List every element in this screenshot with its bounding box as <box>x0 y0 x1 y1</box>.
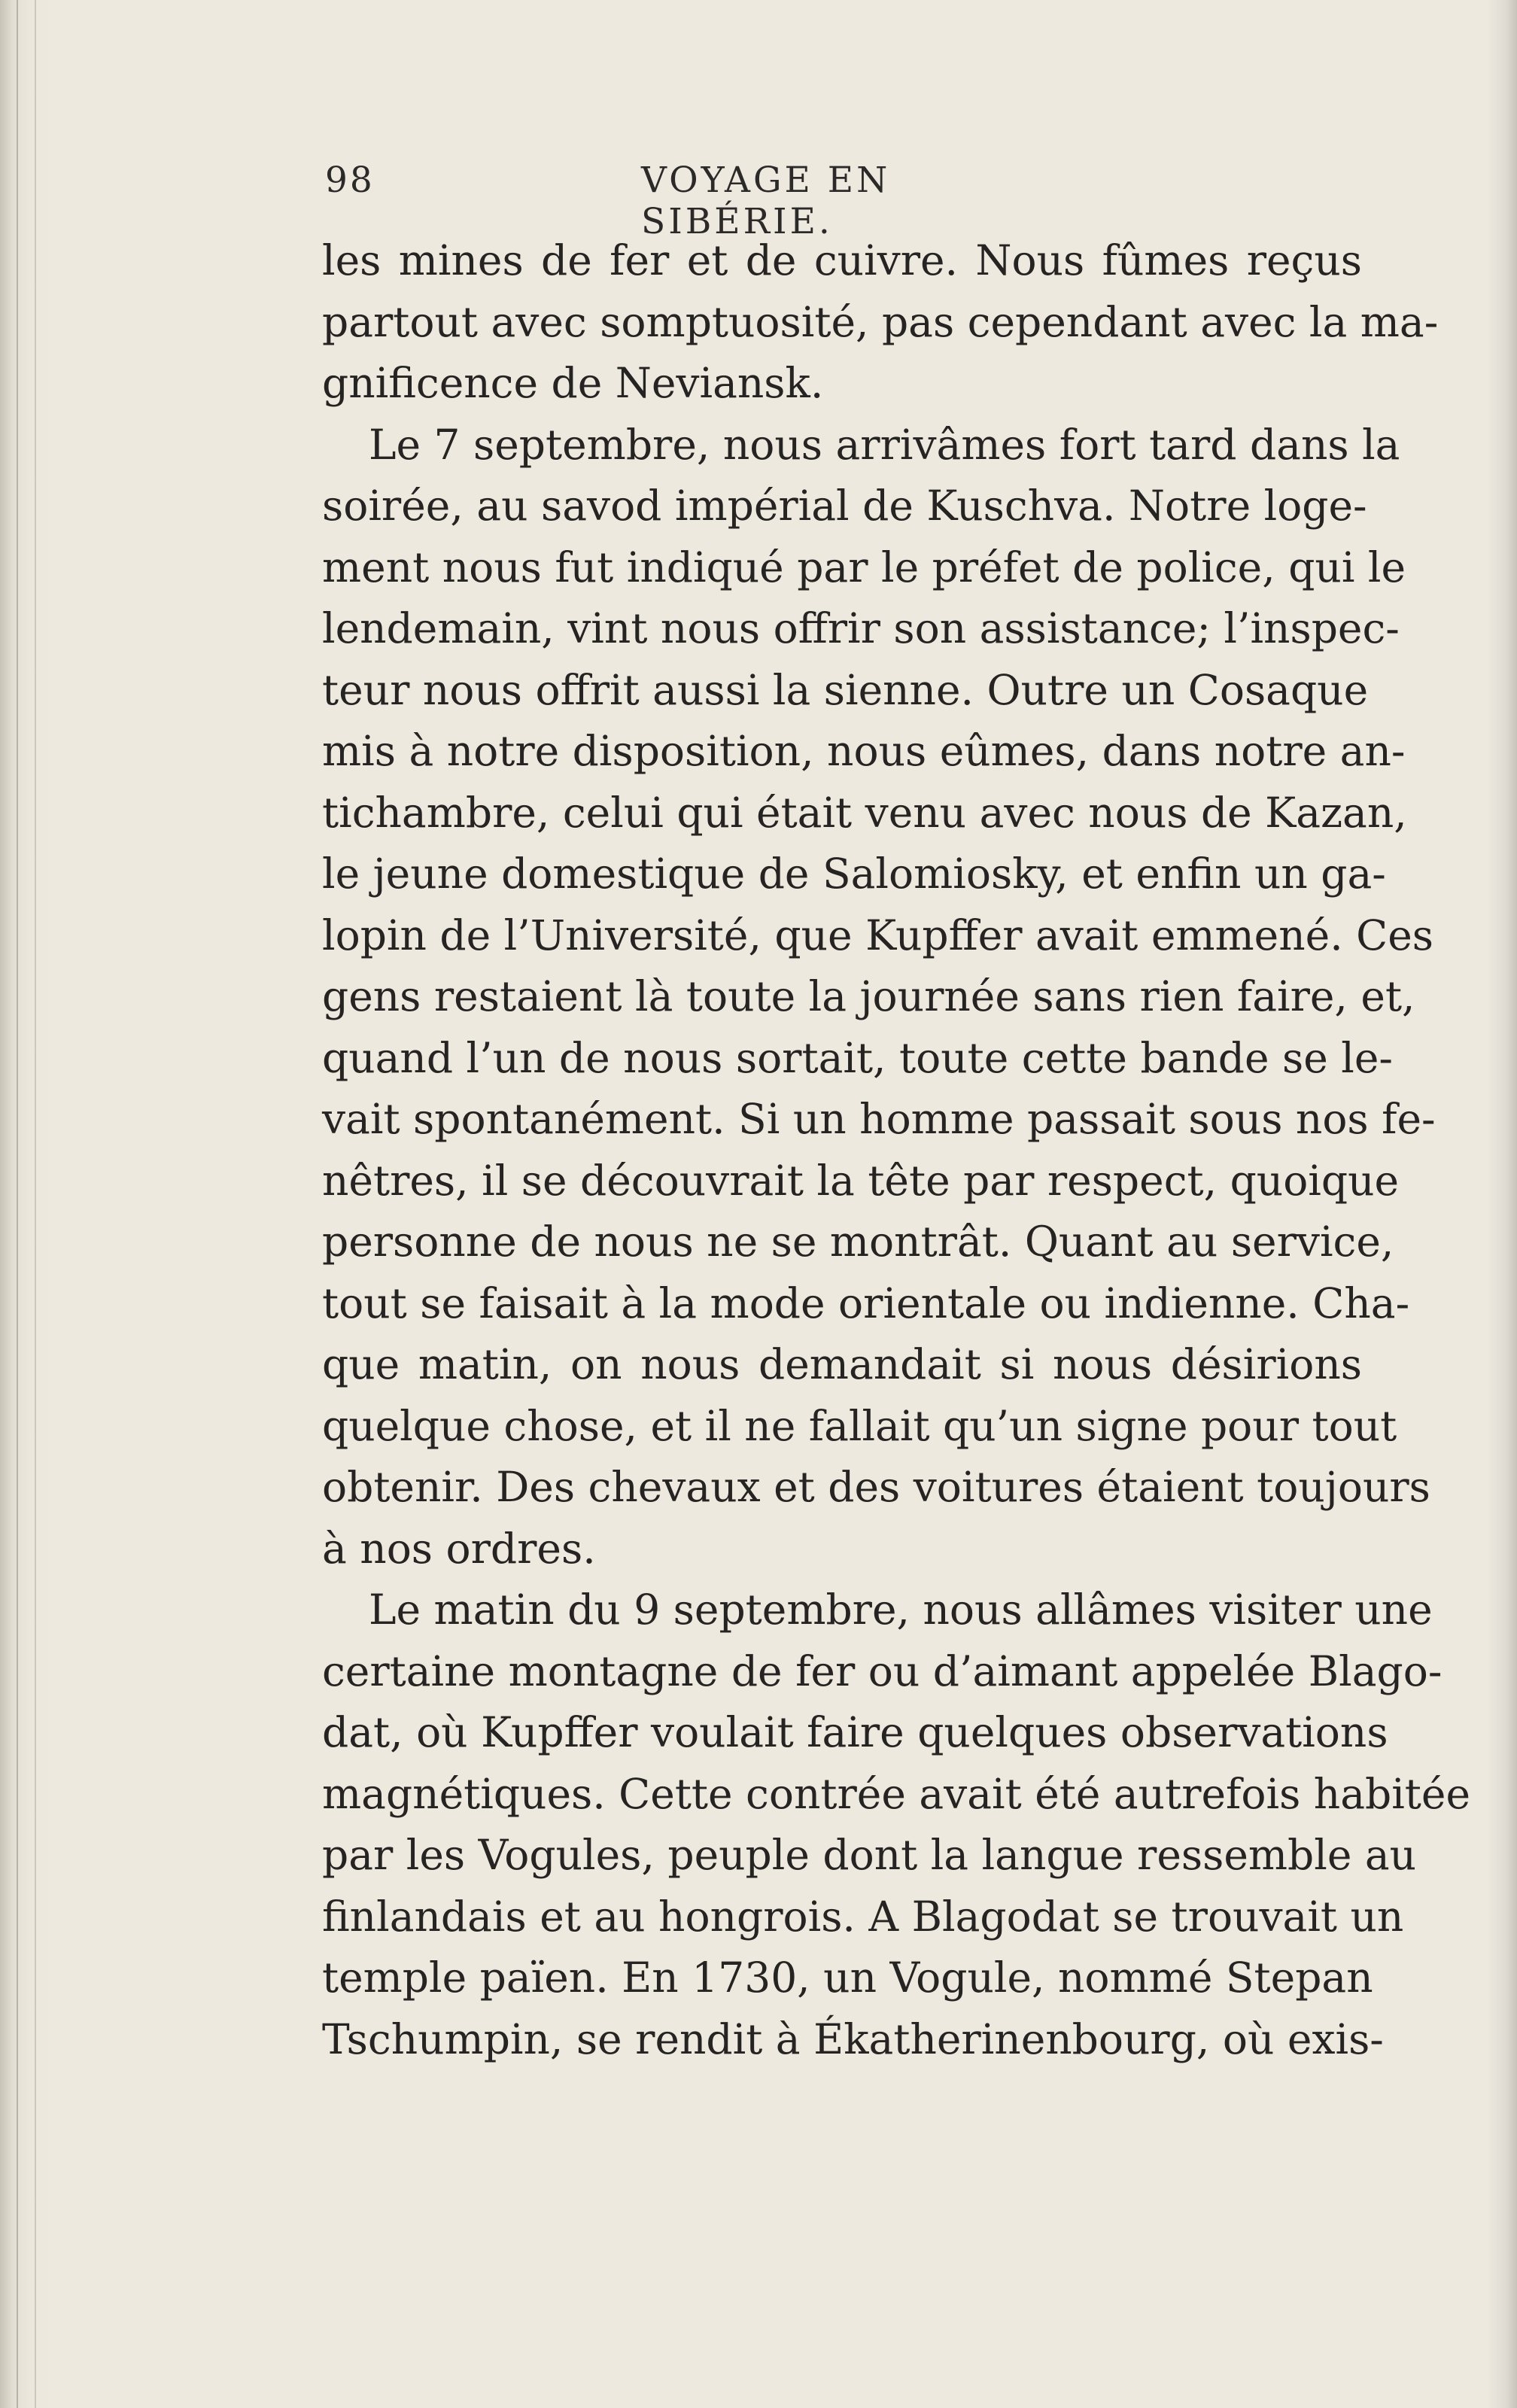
text-line: finlandais et au hongrois. A Blagodat se trouvait un <box>322 1892 1404 1941</box>
text-line: le jeune domestique de Salomiosky, et enfin un ga- <box>322 850 1386 898</box>
text-line: tichambre, celui qui était venu avec nous de Kazan, <box>322 788 1407 837</box>
running-header <box>325 160 1078 242</box>
text-line: personne de nous ne se montrât. Quant au service, <box>322 1218 1394 1266</box>
text-line: temple païen. En 1730, un Vogule, nommé Stepan <box>322 1953 1373 2002</box>
text-line: quand l’un de nous sortait, toute cette bande se le- <box>322 1033 1394 1082</box>
text-line: lopin de l’Université, que Kupffer avait emmené. Ces <box>322 911 1434 959</box>
text-line: vait spontanément. Si un homme passait sous nos fe- <box>322 1095 1436 1143</box>
text-line: ment nous fut indiqué par le préfet de police, qui le <box>322 543 1406 591</box>
text-line: à nos ordres. <box>322 1524 596 1573</box>
gutter-line <box>35 0 36 2408</box>
text-line: gnificence de Neviansk. <box>322 359 824 407</box>
text-line: nêtres, il se découvrait la tête par respect, quoique <box>322 1156 1400 1205</box>
text-line: que matin, on nous demandait si nous désirions <box>322 1340 1362 1388</box>
body-text <box>322 230 1471 2070</box>
text-line: obtenir. Des chevaux et des voitures étaient toujours <box>322 1463 1430 1511</box>
running-title: VOYAGE EN SIBÉRIE. <box>641 160 891 242</box>
text-line: les mines de fer et de cuivre. Nous fûmes reçus <box>322 236 1362 284</box>
text-line: magnétiques. Cette contrée avait été autrefois habitée <box>322 1769 1471 1818</box>
text-line: soirée, au savod impérial de Kuschva. Notre loge- <box>322 482 1367 530</box>
page-gutter <box>0 0 53 2408</box>
text-line: partout avec somptuosité, pas cependant avec la ma- <box>322 297 1439 346</box>
text-line: Tschumpin, se rendit à Ékatherinenbourg, où exis- <box>322 2014 1384 2063</box>
text-line: quelque chose, et il ne fallait qu’un signe pour tout <box>322 1401 1397 1450</box>
text-line: tout se faisait à la mode orientale ou indienne. Cha- <box>322 1278 1410 1327</box>
page-number: 98 <box>325 160 375 201</box>
text-line: certaine montagne de fer ou d’aimant appelée Blago- <box>322 1646 1443 1695</box>
text-line: Le matin du 9 septembre, nous allâmes visiter une <box>369 1586 1433 1634</box>
text-line: gens restaient là toute la journée sans rien faire, et, <box>322 972 1415 1020</box>
text-line: par les Vogules, peuple dont la langue ressemble au <box>322 1831 1417 1879</box>
text-line: lendemain, vint nous offrir son assistance; l’inspec- <box>322 604 1400 652</box>
page-edge <box>1487 0 1517 2408</box>
text-line: dat, où Kupffer voulait faire quelques observations <box>322 1708 1388 1756</box>
text-line: Le 7 septembre, nous arrivâmes fort tard dans la <box>369 420 1400 469</box>
gutter-line <box>17 0 18 2408</box>
text-line: teur nous offrit aussi la sienne. Outre un Cosaque <box>322 665 1369 714</box>
text-line: mis à notre disposition, nous eûmes, dans notre an- <box>322 727 1406 775</box>
